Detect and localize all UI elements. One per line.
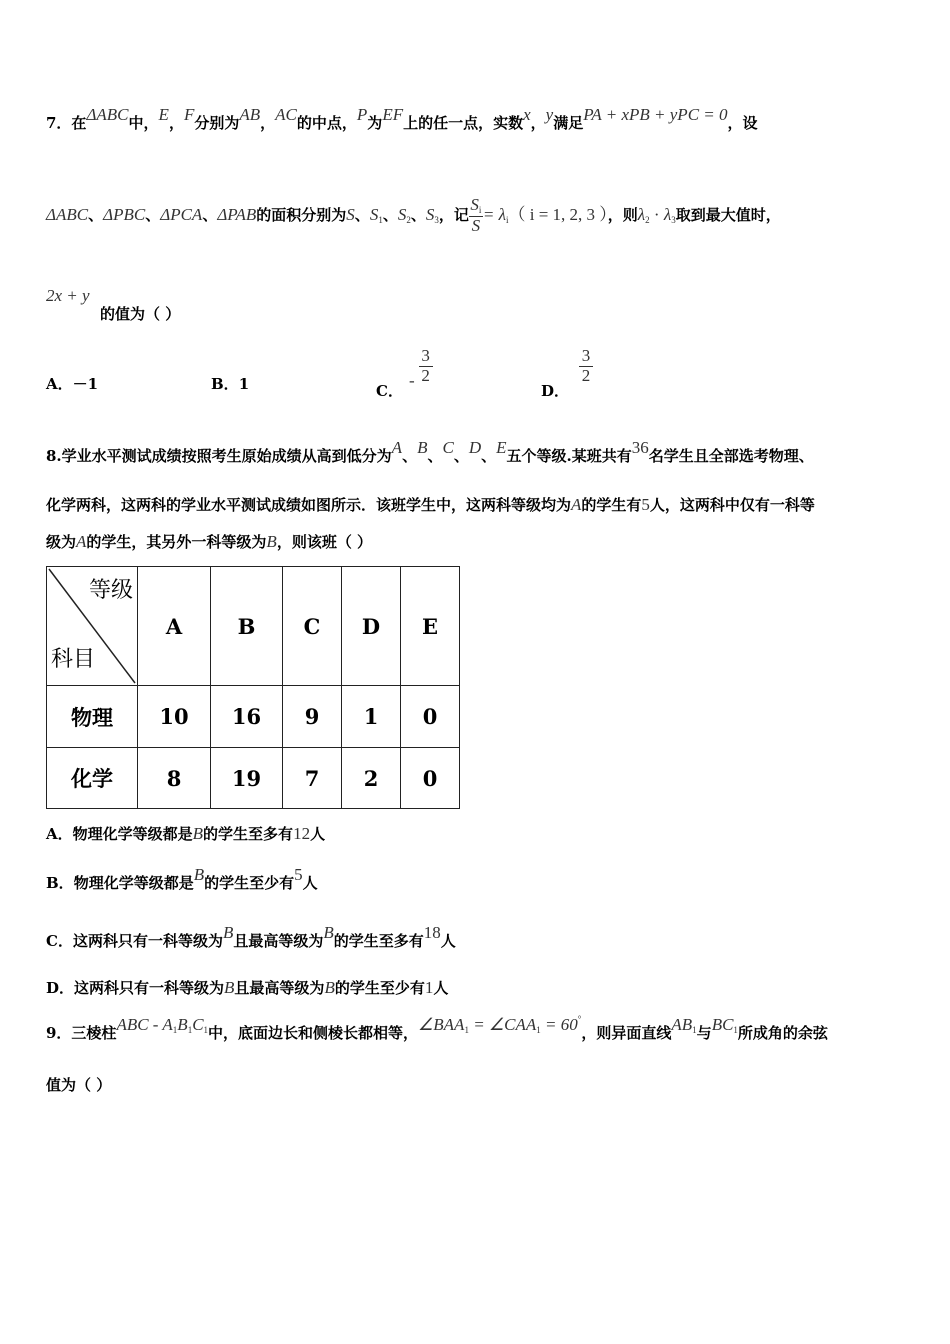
option-label: C． bbox=[46, 932, 73, 950]
q8-option-a[interactable] bbox=[46, 823, 325, 844]
table-header-cell: D bbox=[342, 567, 401, 686]
math-triangle-abc: ΔABC bbox=[86, 105, 129, 124]
q8-text: 名学生且全部选考物理、 bbox=[648, 447, 814, 465]
table-row bbox=[47, 686, 460, 748]
grades-table bbox=[46, 566, 460, 809]
option-text: 这两科只有一科等级为 bbox=[72, 932, 223, 950]
table-cell: 19 bbox=[211, 748, 283, 809]
frac-denominator: 2 bbox=[581, 365, 591, 385]
q7-text: 、 bbox=[354, 205, 370, 224]
option-label: D． bbox=[46, 979, 75, 997]
math-index-range: （ i = 1, 2, 3 ） bbox=[508, 204, 608, 224]
math-bc1 bbox=[712, 1015, 738, 1034]
q7-text: 、 bbox=[88, 205, 104, 224]
math-f: F bbox=[183, 105, 195, 124]
option-text: 的学生至少有 bbox=[334, 979, 425, 997]
q7-line-2 bbox=[46, 196, 781, 236]
math-s1: S bbox=[369, 204, 379, 224]
math-subscript: 1 bbox=[536, 1025, 541, 1035]
math-segment: BC bbox=[711, 1015, 734, 1034]
math-grade: B bbox=[222, 923, 234, 942]
math-grade: B bbox=[266, 532, 277, 551]
table-cell: 0 bbox=[401, 748, 460, 809]
q7-text: 上的任一点，实数 bbox=[403, 114, 524, 132]
option-label: C． bbox=[376, 382, 403, 401]
option-text: 的学生至多有 bbox=[203, 825, 294, 843]
math-2x-plus-y: 2x + y bbox=[46, 286, 90, 305]
math-subscript: 1 bbox=[172, 1025, 178, 1035]
math-angle-value: = 60 bbox=[540, 1015, 578, 1034]
math-y: y bbox=[545, 105, 554, 124]
math-ef: EF bbox=[382, 105, 404, 124]
math-ab: AB bbox=[239, 105, 261, 124]
table-cell: 16 bbox=[211, 686, 283, 748]
math-vector-equation: PA + xPB + yPC = 0 bbox=[583, 105, 728, 124]
option-label: B． bbox=[46, 874, 74, 892]
option-fraction bbox=[419, 347, 433, 385]
math-grade: C bbox=[442, 438, 454, 457]
math-triangle: ΔPBC bbox=[103, 204, 146, 224]
q8-text: 化学两科，这两科的学业水平测试成绩如图所示．该班学生中，这两科等级均为 bbox=[46, 496, 572, 514]
math-lambda-i: = λ bbox=[482, 204, 506, 224]
math-subscript: 1 bbox=[733, 1025, 738, 1035]
q7-text: 中， bbox=[128, 114, 159, 132]
q8-line-1 bbox=[46, 438, 814, 466]
q8-line-3 bbox=[46, 531, 372, 552]
q7-text: 分别为 bbox=[194, 114, 240, 132]
option-label: D． bbox=[541, 382, 570, 401]
option-value: 1 bbox=[238, 375, 250, 393]
table-cell: 7 bbox=[283, 748, 342, 809]
math-angle-equation bbox=[418, 1015, 581, 1034]
q7-text: ， bbox=[168, 114, 184, 132]
frac-denominator: S bbox=[471, 215, 481, 235]
corner-label-grade: 等级 bbox=[88, 578, 133, 603]
table-cell: 0 bbox=[401, 686, 460, 748]
table-row bbox=[47, 748, 460, 809]
math-grade: A bbox=[76, 532, 87, 551]
q9-text: 所成角的余弦 bbox=[737, 1024, 828, 1042]
q7-text: 、 bbox=[382, 205, 398, 224]
table-cell: 9 bbox=[283, 686, 342, 748]
frac-denominator: 2 bbox=[421, 365, 430, 385]
q7-text: ，则 bbox=[607, 205, 638, 224]
q7-option-d[interactable] bbox=[541, 346, 593, 401]
q8-text: 、 bbox=[427, 447, 443, 465]
math-angle: = ∠CAA bbox=[468, 1015, 537, 1034]
q7-text: 、 bbox=[202, 205, 218, 224]
math-s3: S bbox=[425, 204, 435, 224]
math-prism-part: C bbox=[192, 1015, 204, 1034]
math-grade: B bbox=[417, 438, 428, 457]
option-text: 物理化学等级都是 bbox=[72, 825, 193, 843]
q8-text: 、 bbox=[481, 447, 497, 465]
q7-text: ，设 bbox=[727, 114, 758, 132]
math-grade: B bbox=[192, 824, 204, 843]
math-subscript: 1 bbox=[464, 1025, 469, 1035]
option-text: 人 bbox=[440, 932, 456, 950]
q7-line-3b bbox=[100, 303, 180, 324]
math-triangle: ΔPAB bbox=[217, 204, 257, 224]
q7-text: ， bbox=[260, 114, 276, 132]
math-subscript: 1 bbox=[203, 1025, 209, 1035]
q8-line-2 bbox=[46, 494, 815, 515]
q9-line-1 bbox=[46, 1014, 828, 1043]
option-text: 的学生至多有 bbox=[333, 932, 424, 950]
table-corner-cell bbox=[47, 567, 138, 686]
q9-text: 9．三棱柱 bbox=[46, 1024, 117, 1042]
q9-text: 值为（ ） bbox=[46, 1076, 112, 1094]
corner-label-subject: 科目 bbox=[51, 647, 96, 672]
q7-text: 的值为（ ） bbox=[100, 305, 181, 323]
table-header-row bbox=[47, 567, 460, 686]
q7-text: 为 bbox=[367, 114, 383, 132]
math-grade: B bbox=[324, 978, 335, 997]
option-text: 且最高等级为 bbox=[234, 979, 325, 997]
math-prism-part: B bbox=[177, 1015, 188, 1034]
math-number: 18 bbox=[423, 923, 441, 942]
math-number: 5 bbox=[641, 495, 650, 514]
q7-text: 7．在 bbox=[46, 114, 87, 132]
option-text: 人 bbox=[302, 874, 318, 892]
math-number: 36 bbox=[631, 438, 649, 457]
option-value: －1 bbox=[72, 375, 99, 393]
math-ab1 bbox=[671, 1015, 696, 1034]
math-subscript: 1 bbox=[692, 1025, 697, 1035]
math-subscript: i bbox=[478, 205, 482, 215]
math-grade: B bbox=[323, 923, 334, 942]
q8-option-c[interactable] bbox=[46, 923, 456, 951]
option-text: 人 bbox=[433, 979, 449, 997]
math-grade: B bbox=[224, 978, 235, 997]
math-angle: ∠BAA bbox=[418, 1015, 465, 1034]
math-prism bbox=[116, 1015, 208, 1034]
option-fraction bbox=[579, 347, 593, 385]
math-segment: AB bbox=[671, 1015, 693, 1034]
table-header-cell: B bbox=[211, 567, 283, 686]
q8-text: 五个等级.某班共有 bbox=[506, 447, 632, 465]
math-p: P bbox=[356, 105, 368, 124]
math-number: 12 bbox=[293, 824, 311, 843]
math-grade: A bbox=[391, 438, 403, 457]
option-text: 且最高等级为 bbox=[233, 932, 324, 950]
math-triangle: ΔPCA bbox=[160, 204, 203, 224]
option-label: A． bbox=[46, 825, 73, 843]
q9-text: 中，底面边长和侧棱长都相等， bbox=[208, 1024, 419, 1042]
math-dot: · bbox=[649, 204, 664, 224]
math-subscript: 3 bbox=[434, 214, 439, 225]
q8-option-d[interactable] bbox=[46, 977, 448, 998]
q7-option-a[interactable] bbox=[46, 373, 98, 394]
math-subscript: 2 bbox=[406, 214, 411, 225]
q8-option-b[interactable] bbox=[46, 865, 318, 893]
table-cell: 2 bbox=[342, 748, 401, 809]
table-header-cell: A bbox=[138, 567, 211, 686]
option-text: 这两科只有一科等级为 bbox=[74, 979, 225, 997]
q7-text: 的中点， bbox=[296, 114, 357, 132]
math-grade: A bbox=[571, 495, 582, 514]
q7-text: 、 bbox=[410, 205, 426, 224]
math-x: x bbox=[523, 105, 531, 124]
math-s2: S bbox=[397, 204, 407, 224]
math-degree: ° bbox=[577, 1014, 582, 1024]
q8-text: 级为 bbox=[46, 533, 77, 551]
table-cell: 10 bbox=[138, 686, 211, 748]
option-label: B． bbox=[211, 375, 239, 393]
q7-text: 满足 bbox=[553, 114, 584, 132]
math-subscript: 1 bbox=[187, 1025, 193, 1035]
math-s: S bbox=[346, 204, 355, 224]
table-row-subject: 化学 bbox=[47, 748, 138, 809]
q8-text: 8.学业水平测试成绩按照考生原始成绩从高到低分为 bbox=[46, 447, 392, 465]
q8-text: 人，这两科中仅有一科等 bbox=[649, 496, 815, 514]
math-grade: D bbox=[468, 438, 482, 457]
q8-text: 的学生有 bbox=[581, 496, 642, 514]
q8-text: 、 bbox=[453, 447, 469, 465]
q8-text: 、 bbox=[402, 447, 418, 465]
math-prism-part: ABC - A bbox=[116, 1015, 173, 1034]
math-lambda3: λ bbox=[663, 204, 672, 224]
math-subscript: 3 bbox=[671, 214, 676, 225]
math-e: E bbox=[158, 105, 169, 124]
option-label: A． bbox=[46, 375, 73, 393]
math-number: 5 bbox=[294, 865, 303, 884]
math-grade: B bbox=[193, 865, 205, 884]
frac-numerator: S bbox=[470, 195, 479, 214]
option-minus: - bbox=[408, 371, 415, 391]
math-grade: E bbox=[496, 438, 507, 457]
q9-text: 与 bbox=[696, 1024, 712, 1042]
option-text: 人 bbox=[310, 825, 326, 843]
q7-text: 、 bbox=[145, 205, 161, 224]
q9-line-2 bbox=[46, 1074, 111, 1095]
q8-text: 的学生，其另外一科等级为 bbox=[86, 533, 267, 551]
math-fraction-si-over-s bbox=[469, 196, 483, 236]
q7-text: ，记 bbox=[438, 205, 469, 224]
q7-option-b[interactable] bbox=[211, 373, 249, 394]
q7-option-c[interactable] bbox=[376, 346, 433, 401]
table-header-cell: E bbox=[401, 567, 460, 686]
math-subscript: 2 bbox=[645, 214, 650, 225]
table-row-subject: 物理 bbox=[47, 686, 138, 748]
math-triangle: ΔABC bbox=[46, 204, 89, 224]
q7-text: 取到最大值时， bbox=[675, 205, 781, 224]
math-subscript: i bbox=[505, 214, 509, 225]
table-cell: 8 bbox=[138, 748, 211, 809]
table-header-cell: C bbox=[283, 567, 342, 686]
math-number: 1 bbox=[424, 978, 434, 997]
q7-text: ， bbox=[530, 114, 546, 132]
math-lambda2: λ bbox=[637, 204, 646, 224]
q8-text: ，则该班（ ） bbox=[276, 533, 373, 551]
q7-line-3 bbox=[46, 286, 90, 306]
option-text: 物理化学等级都是 bbox=[73, 874, 194, 892]
q7-text: 的面积分别为 bbox=[256, 205, 347, 224]
option-text: 的学生至少有 bbox=[204, 874, 295, 892]
frac-numerator: 3 bbox=[581, 346, 591, 365]
q7-line-1 bbox=[46, 105, 758, 133]
table-cell: 1 bbox=[342, 686, 401, 748]
math-ac: AC bbox=[275, 105, 297, 124]
frac-numerator: 3 bbox=[421, 346, 430, 365]
q9-text: ，则异面直线 bbox=[581, 1024, 672, 1042]
math-subscript: 1 bbox=[378, 214, 383, 225]
